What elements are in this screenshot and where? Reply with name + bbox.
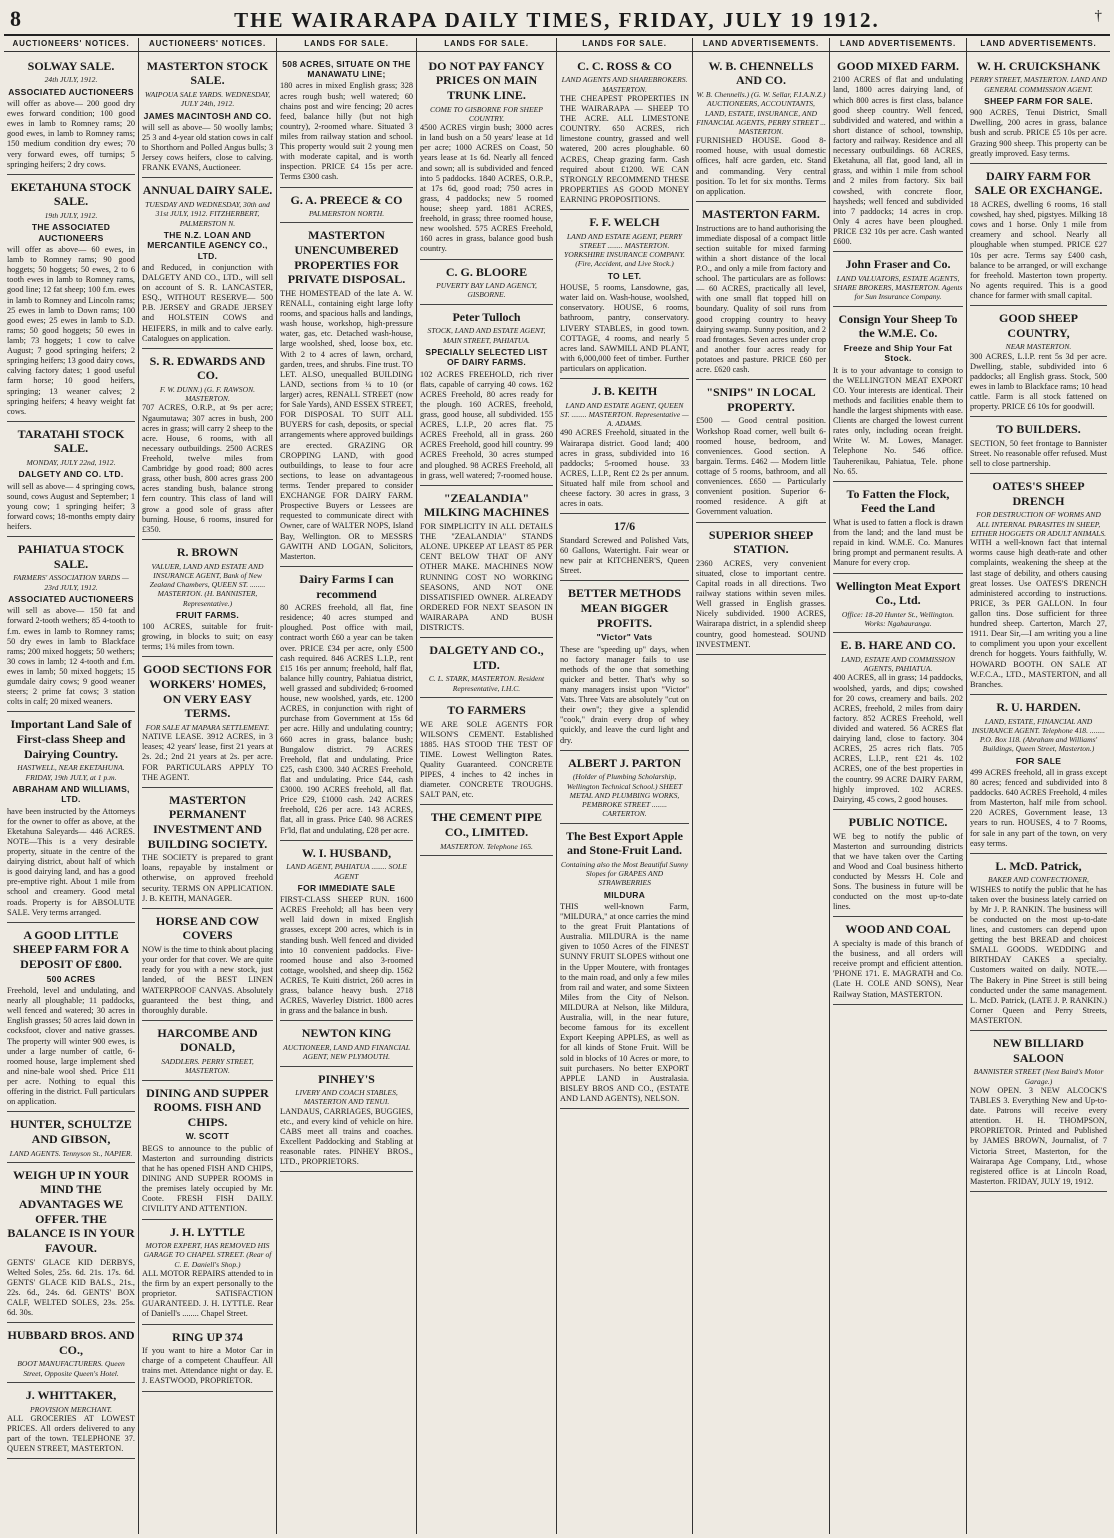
advertisement bbox=[142, 909, 273, 1021]
column-header: AUCTIONEERS' NOTICES. bbox=[4, 38, 138, 52]
ad-body: It is to your advantage to consign to the WELLINGTON MEAT EXPORT CO. Your interests are identical. Their methods and facilities enable them to handle the largest shipments with ease. Clients are charged the lowest current rates only, including ocean freight. Write W. M. Lowes, Manager. Telephone No. 546 office. Tauherenikau, Pahiatua, Tele. phone No. 65. bbox=[833, 365, 963, 476]
ad-subtitle: LAND AGENTS. Tennyson St., NAPIER. bbox=[9, 1148, 133, 1158]
ad-title: 17/6 bbox=[613, 519, 636, 534]
ad-subtitle: 19th JULY, 1912. bbox=[44, 211, 98, 220]
ad-title: Wellington Meat Export Co., Ltd. bbox=[835, 578, 961, 608]
ad-title: WOOD AND COAL bbox=[845, 922, 951, 937]
ad-title: DO NOT PAY FANCY PRICES ON MAIN TRUNK LINE. bbox=[428, 58, 545, 102]
newspaper-title: THE WAIRARAPA DAILY TIMES, FRIDAY, JULY 19 1912. bbox=[234, 8, 880, 32]
ad-title: C. G. BLOORE bbox=[445, 264, 528, 279]
ad-body: Freehold, level and undulating, and nearly all ploughable; 11 paddocks, well fenced and watered; 30 acres in English grasses; 50 acres laid down in cocksfoot, clover and native grasses. The property will winter 900 ewes, is under a large number of cattle, 6-roomed house, large implement shed and nine-bale wool shed. Price £11 per acre. Nothing to equal this offering in the district. Full particulars on application. bbox=[7, 985, 135, 1107]
ad-subtitle: STOCK, LAND AND ESTATE AGENT, MAIN STREET, PAHIATUA. bbox=[427, 326, 546, 345]
advertisement bbox=[560, 54, 689, 210]
ad-title: J. H. LYTTLE bbox=[170, 1224, 245, 1239]
advertisement bbox=[280, 223, 413, 566]
advertisement bbox=[833, 307, 963, 482]
ad-heading: Freeze and Ship Your Fat Stock. bbox=[843, 342, 953, 364]
ad-title: GOOD MIXED FARM. bbox=[836, 58, 960, 73]
advertisement bbox=[560, 581, 689, 750]
advertisement bbox=[7, 1323, 135, 1383]
ad-title: Consign Your Sheep To the W.M.E. Co. bbox=[838, 311, 958, 341]
ad-title: WEIGH UP IN YOUR MIND THE ADVANTAGES WE OFFER. THE BALANCE IS IN YOUR FAVOUR. bbox=[7, 1167, 135, 1255]
column-1 bbox=[4, 38, 139, 1534]
ad-title: DALGETY AND CO., LTD. bbox=[429, 643, 544, 672]
advertisement bbox=[7, 1383, 135, 1459]
ad-title: GOOD SHEEP COUNTRY, bbox=[998, 311, 1078, 340]
ad-title: F. F. WELCH bbox=[589, 215, 660, 230]
column-3 bbox=[277, 38, 417, 1534]
ad-title: J. WHITTAKER, bbox=[25, 1387, 117, 1402]
ad-title: Important Land Sale of First-class Sheep and Dairying Country. bbox=[10, 717, 132, 761]
ad-subtitle: FARMERS' ASSOCIATION YARDS — 23rd JULY, 1912. bbox=[13, 573, 129, 592]
ad-body: 100 ACRES, suitable for fruit-growing, in blocks to suit; on easy terms; 1¼ miles from town. bbox=[142, 622, 273, 652]
advertisement bbox=[696, 380, 826, 522]
ad-heading: FOR SALE bbox=[1015, 755, 1062, 766]
ad-title: W. I. HUSBAND, bbox=[301, 845, 392, 860]
advertisement bbox=[7, 175, 135, 422]
advertisement bbox=[970, 306, 1107, 417]
ad-title: HUBBARD BROS. AND CO., bbox=[7, 1328, 135, 1357]
column-header: LAND ADVERTISEMENTS. bbox=[830, 38, 966, 52]
ad-subtitle: 24th JULY, 1912. bbox=[44, 75, 98, 85]
column-2 bbox=[139, 38, 277, 1534]
ad-heading: JAMES MACINTOSH AND CO. bbox=[143, 110, 272, 121]
ad-body: will offer as above— 60 ewes, in lamb to Romney rams; 90 good hoggets; 50 hoggets; 50 ewes, 2 to 6 tooth ewes in lamb to Romney rams, good line; 12 fat sheep; 100 f.m. ewes in lamb to Romney and Lincoln rams; 25 ewes in lamb to Down rams; 100 good ewes; 25 ewes in lamb to S.D. rams; 50 good hoggets; 50 ewes in lamb; 73 hoggets; 1 cow to calve August; 7 good springing heifers; 2 springing heifers; 13 good dairy cows, calving factory dates; 1 good useful farm horse; 10 good heifers, springing; 13 weaner calves; 2 springing heifers; 4 heavy weight fat cows. bbox=[7, 244, 135, 416]
ad-body: A specialty is made of this branch of the business, and all orders will receive prompt and efficient attention. 'PHONE 171. E. MAGRATH and Co. (Late H. COLE AND SONS), Near Railway Station, MASTERTON. bbox=[833, 939, 963, 999]
page-number: 8 bbox=[10, 6, 21, 31]
ad-body: Instructions are to hand authorising the immediate disposal of a compact little section suitable for mixed farming within a short distance of the local P.O., and only a mile from factory and school. The particulars are as follows:— 60 ACRES, practically all level, with one small flat topped hill on boundary. Quality of soil runs from good cropping country to heavy dairying swamp. Sunny position, and 2 road frontages. Seven acres under crop and another four acres ready for potatoes and pasture. PRICE £60 per acre. £620 cash. bbox=[696, 223, 826, 375]
ad-heading: W. SCOTT bbox=[185, 1131, 230, 1142]
ad-subtitle: (Holder of Plumbing Scholarship, Wellington Technical School.) SHEET METAL AND PLUMBING WORKS, PEMBROKE STREET ........ CARTERTON. bbox=[566, 772, 683, 819]
column-5 bbox=[557, 38, 693, 1534]
ad-body: have been instructed by the Attorneys for the owner to offer as above, at the Eketahuna Saleyards— 446 ACRES. NOTE—This is a very desirable property, situate in the centre of the dairying district, about half of which is good dairying land, and has a good pre-emptive right. About 1 mile from school and creamery. Good metal roads. Property is for ABSOLUTE SALE. Very terms arranged. bbox=[7, 806, 135, 917]
ad-body: WE ARE SOLE AGENTS FOR WILSON'S CEMENT. Established 1885. HAS STOOD THE TEST OF TIME. Lowest Wellington Rates. Quality Guaranteed. CONCRETE PIPES, 4 inches to 42 inches in diameter. CONCRETE TROUGHS. SALT PAN, etc. bbox=[420, 719, 553, 800]
advertisement bbox=[7, 1163, 135, 1323]
advertisement bbox=[696, 54, 826, 202]
corner-mark: † bbox=[1094, 8, 1102, 24]
advertisement bbox=[970, 164, 1107, 306]
ad-title: ANNUAL DAIRY SALE. bbox=[142, 183, 273, 198]
ad-body: 2360 ACRES, very convenient situated, close to important centre. Capital roads in all directions. Two railway stations within seven miles. Well grassed in English grasses. Nicely subdivided. 1900 ACRES, Wairarapa district, in a splendid sheep country, good homestead. SOUND INVESTMENT. bbox=[696, 558, 826, 649]
ad-body: 490 ACRES Freehold, situated in the Wairarapa district. Good land; 400 acres in grass, subdivided into 16 paddocks; 5-roomed house. 33 ACRES, L.I.P., Rent £2 2s per annum. Situated half mile from school and cheese factory. 30 acres in grass, 3 acres in oats. bbox=[560, 428, 689, 509]
ad-body: 400 ACRES, all in grass; 14 paddocks, woolshed, yards, and dips; cowshed for 20 cows, creamery and bails. 202 ACRES, freehold, 2 miles from dairy factory. 852 ACRES Freehold, well divided and watered. 56 ACRES flat dairying land, close to factory. 304 ACRES, 25 acres rich flats. 705 ACRES, L.I.P., rent £21 4s. 102 ACRES, one of the best properties in the country. 99 ACRE DAIRY FARM, highly improved. 102 ACRES. Dairying, 45 cows, 2 good houses. bbox=[833, 673, 963, 804]
ad-heading: FOR IMMEDIATE SALE bbox=[297, 882, 396, 893]
ad-heading: "Victor" Vats bbox=[596, 632, 653, 643]
ad-body: Standard Screwed and Polished Vats, 60 Gallons, Watertight. Fair wear or new pair at KITCHENER'S, Queen Street. bbox=[560, 535, 689, 576]
ad-subtitle: LAND AND ESTATE AGENT, QUEEN ST. ........ MASTERTON. Representative — A. ADAMS. bbox=[560, 400, 689, 429]
ad-body: HOUSE, 5 rooms, Lansdowne, gas, water laid on. Wash-house, woolshed, conservatory. HOUSE, 6 rooms, bathroom, pantry, conservatory. LIVERY STABLES, in good town. COTTAGE, 4 rooms, and nearly 5 acres land. SAWMILL AND PLANT, with 6,000,000 feet of timber. Further particulars on application. bbox=[560, 283, 689, 373]
ad-title: NEW BILLIARD SALOON bbox=[993, 1036, 1084, 1065]
advertisement bbox=[970, 1031, 1107, 1192]
ad-body: 80 ACRES freehold, all flat, fine residence; 40 acres stumped and ploughed. Post office with mail, contract worth £60 a year can be taken over. PRICE £34 per acre, only £500 cash required. 846 ACRES L.I.P., rent £15 16s per annum; freehold, half flat, balance hilly country, Pahiatua district, well grassed and subdivided; 6-roomed house, new woolshed, yards, etc. 1200 ACRES, in conjunction with right of purchase from Government at 15s 6d per acre. Hilly and undulating country; 660 acres in grass, balance bush; Bungalow district. 79 ACRES Freehold, flat and undulating. Price £25, cash £300. 340 ACRES Freehold, flat and undulating. Price £44, cash £3000. 190 ACRES freehold, all flat. Price £29, £1000 cash. 242 ACRES freehold, £26 per acre. 143 ACRES, flat, all in grass. Price £40. 98 ACRES Fr'ld, flat and undulating, £28 per acre. bbox=[280, 603, 413, 835]
ad-subtitle: LAND AGENT, PAHIATUA ........ SOLE AGENT bbox=[286, 862, 407, 881]
ad-body: What is used to fatten a flock is drawn from the land; and the land must be repaid in kind. W.M.E. Co. Manures bring prompt and permanent results. A Manure for every crop. bbox=[833, 518, 963, 568]
advertisement bbox=[833, 917, 963, 1004]
ad-title: R. BROWN bbox=[176, 544, 239, 559]
ad-heading: 500 ACRES bbox=[46, 973, 96, 984]
ad-title: C. C. ROSS & CO bbox=[577, 58, 672, 73]
advertisement bbox=[142, 1081, 273, 1220]
ad-body: THIS well-known Farm, "MILDURA," at once carries the mind to the great Fruit Plantations of Australia. MILDURA is the name given to 1050 Acres of the FINEST SUNNY FRUIT SLOPES without one in the Upper Moutere, with frontages to the main road, and only a few miles from rail and water, and some Sixteen Miles from the City of Nelson. MILDURA at Nelson, like Mildura, Australia, will, in the near future, become famous for its excellent Export Keeping APPLES, as well as for all kinds of Stone Fruit. Will be sold in blocks of 10 Acres or more, to suit purchasers. No better EXPORT APPLE LAND in Australasia. BISLEY BROS AND CO., (ESTATE AND LAND AGENTS), NELSON. bbox=[560, 901, 689, 1103]
ad-subtitle: BAKER AND CONFECTIONER, bbox=[988, 875, 1089, 885]
column-header: AUCTIONEERS' NOTICES. bbox=[139, 38, 276, 52]
advertisement bbox=[7, 54, 135, 175]
ad-subtitle: MASTERTON. Telephone 165. bbox=[440, 841, 533, 851]
ad-subtitle: BANNISTER STREET (Next Baird's Motor Garage.) bbox=[973, 1067, 1104, 1086]
ad-title: "SNIPS" IN LOCAL PROPERTY. bbox=[706, 385, 816, 414]
advertisement bbox=[420, 305, 553, 486]
ad-title: S. R. EDWARDS AND CO. bbox=[149, 353, 266, 383]
ad-body: These are "speeding up" days, when no factory manager fails to use methods of the one that something quicker and better. That's why so many managers insist upon "Victor" Vats. Three Vats are absolutely "cut on their own"; they give a splendid "cook," drain every drop of whey quickly, and leave the curd light and dry. bbox=[560, 644, 689, 745]
ad-body: THE CHEAPEST PROPERTIES IN THE WAIRARAPA — SHEEP TO THE ACRE. ALL LIMESTONE COUNTRY. 650 ACRES, rich limestone country, grassed and well watered, 200 acres ploughable. 60 ACRES, Cheap grazing farm. Cash required about £1200. WE CAN STRONGLY RECOMMEND THESE PROPERTIES AS GOOD MONEY EARNING PROPOSITIONS. bbox=[560, 93, 689, 204]
advertisement bbox=[970, 695, 1107, 854]
ad-heading: THE ASSOCIATED AUCTIONEERS bbox=[31, 222, 111, 243]
ad-subtitle: FOR DESTRUCTION OF WORMS AND ALL INTERNAL PARASITES IN SHEEP, EITHER HOGGETS OR ADULT ANIMALS. bbox=[970, 510, 1107, 538]
ad-body: WISHES to notify the public that he has taken over the business lately carried on by Mr J. P. RANKIN. The business will be conducted on the most up-to-date lines, and customers can depend upon getting the best BREAD and choicest SMALL GOODS. WEDDING and BIRTHDAY CAKES a specialty. Customers waited on daily. NOTE.—The Bakery in Pine Street is still being conducted under the same management. L. McD. Patrick, (LATE J. P. RANKIN.) Corner Queen and Perry Streets, MASTERTON. bbox=[970, 884, 1107, 1026]
ad-subtitle: W. B. Chennells.) (G. W. Sellar, F.I.A.N.Z.) AUCTIONEERS, ACCOUNTANTS, LAND, ESTATE, INSURANCE, AND FINANCIAL AGENTS, PERRY STREET ... MASTERTON. bbox=[696, 90, 826, 136]
advertisement bbox=[560, 514, 689, 581]
ad-body: SECTION, 50 feet frontage to Bannister Street. No reasonable offer refused. Must sell to close partnership. bbox=[970, 438, 1107, 469]
advertisement bbox=[142, 1021, 273, 1081]
advertisement bbox=[833, 252, 963, 306]
advertisement bbox=[280, 1021, 413, 1066]
ad-subtitle: LAND AGENTS AND SHAREBROKERS. MASTERTON. bbox=[561, 75, 688, 94]
advertisement bbox=[280, 841, 413, 1022]
advertisement bbox=[142, 1220, 273, 1325]
ad-body: 2100 ACRES of flat and undulating land, 1800 acres dairying land, of which 800 acres is first class, balance good sheep country. Well fenced, subdivided and watered, and within a short distance of school, township, factory and railway. Residence and all necessary outbuildings. 68 ACRES, Eketahuna, all flat, good land, all in grass, and within 1 mile from school and 2 miles from factory. Six bail cowshed, with concrete floor, haysheds; well fenced and subdivided into 7 paddocks; 14 acres in crop. Only 4 acres have been ploughed. PRICE £32 10s per acre. Cash wanted £600. bbox=[833, 75, 963, 247]
column-7 bbox=[830, 38, 967, 1534]
ad-title: TARATAHI STOCK SALE. bbox=[17, 426, 125, 456]
ad-body: £500 — Good central position. Workshop Road corner, well built 6-roomed house, bedroom, and conveniences. Good section. A bargain. Terms. £462 — Modern little cottage of 5 rooms, bathroom, and all conveniences. £650 — Particularly convenient position. Superior 6-roomed residence. A gift at Government valuation. bbox=[696, 416, 826, 517]
ad-title: EKETAHUNA STOCK SALE. bbox=[10, 179, 132, 209]
ad-subtitle: PALMERSTON NORTH. bbox=[308, 209, 385, 219]
advertisement bbox=[280, 1067, 413, 1173]
ad-subtitle: HASTWELL, NEAR EKETAHUNA. FRIDAY, 19th JULY, at 1 p.m. bbox=[17, 763, 125, 782]
advertisement bbox=[833, 54, 963, 252]
ad-title: G. A. PREECE & CO bbox=[290, 192, 403, 207]
ad-title: To Fatten the Flock, Feed the Land bbox=[846, 486, 950, 516]
ad-title: L. McD. Patrick, bbox=[995, 858, 1082, 873]
ad-subtitle: COME TO GISBORNE FOR SHEEP COUNTRY. bbox=[430, 104, 543, 123]
advertisement bbox=[833, 574, 963, 634]
masthead bbox=[0, 6, 1114, 32]
ad-title: PINHEY'S bbox=[318, 1071, 375, 1086]
ad-body: 4500 ACRES virgin bush; 3000 acres in land bush on a 50 years' lease at 1d per acre; 1000 ACRES on Coast, 50 years lease at 1s 6d. Nearly all fenced and sown; all is subdivided and fenced into 5 paddocks. 1840 ACRES, O.R.P., at 17s 6d, good road; 750 acres in grass, 4 paddocks; new 5 roomed house; sheep yard. 1881 ACRES, freehold, in grass; three roomed house, new woolshed. 575 ACRES Freehold, 160 acres in grass, balance good bush country. bbox=[420, 123, 553, 254]
ad-subtitle: LAND VALUATORS, ESTATE AGENTS, SHARE BROKERS, MASTERTON. Agents for Sun Insurance Company. bbox=[833, 273, 963, 302]
ad-title: MASTERTON UNENCUMBERED PROPERTIES FOR PRIVATE DISPOSAL. bbox=[287, 228, 406, 287]
advertisement bbox=[280, 567, 413, 841]
advertisement bbox=[420, 486, 553, 638]
ad-heading: DALGETY AND CO. LTD. bbox=[18, 469, 124, 480]
ad-title: A GOOD LITTLE SHEEP FARM FOR A DEPOSIT OF £800. bbox=[12, 927, 130, 971]
ad-body: NATIVE LEASE. 3912 ACRES, in 3 leases; 42 years' lease, first 21 years at 2s. 2d.; 2nd 21 years at 2s. per acre. FOR PARTICULARS APPLY TO THE AGENT. bbox=[142, 732, 273, 782]
ad-body: WITH a well-known fact that internal worms cause high death-rate and other complaints, weakening the sheep at the last stage of debility, and others causing great losses. Use OATES'S DRENCH administered according to instructions. PRICE, 3s PER GALLON. In four gallon tins. Dose sufficient for three hundred sheep. Carterton, March 27, 1911. Dear Sir,—I am writing you a line to compliment you upon your excellent drench for hoggets. Yours faithfully, W. HOWARD BOOTH. ON SALE AT W.F.C.A., LTD., MASTERTON, and all Branches. bbox=[970, 538, 1107, 689]
advertisement bbox=[560, 751, 689, 824]
ad-subtitle: WAIPOUA SALE YARDS. WEDNESDAY, JULY 24th, 1912. bbox=[144, 90, 271, 109]
advertisement bbox=[970, 474, 1107, 695]
ad-subtitle: BOOT MANUFACTURERS. Queen Street, Opposite Queen's Hotel. bbox=[17, 1359, 125, 1378]
ad-body: will sell as above— 4 springing cows, sound, cows August and September; 1 young cow; 1 springing heifer; 3 forward cows; 18-months empty dairy heifers. bbox=[7, 481, 135, 532]
ad-subtitle: PERRY STREET, MASTERTON. LAND AND GENERAL COMMISSION AGENT. bbox=[970, 75, 1107, 94]
advertisement bbox=[833, 810, 963, 918]
ad-subtitle: TUESDAY AND WEDNESDAY, 30th and 31st JULY, 1912. FITZHERBERT, PALMERSTON N. bbox=[145, 200, 270, 228]
advertisement bbox=[833, 633, 963, 810]
ad-subtitle: MOTOR EXPERT, HAS REMOVED HIS GARAGE TO CHAPEL STREET. (Rear of C. E. Daniell's Shop.) bbox=[143, 1241, 272, 1269]
advertisement bbox=[420, 698, 553, 806]
ad-title: HARCOMBE AND DONALD, bbox=[157, 1025, 258, 1055]
ad-subtitle: Office: 18-20 Hunter St., Wellington. Works: Ngahauranga. bbox=[841, 609, 955, 629]
column-4 bbox=[417, 38, 557, 1534]
ad-subtitle: C. L. STARK, MASTERTON. Resident Representative, I.H.C. bbox=[428, 674, 545, 693]
column-header: LANDS FOR SALE. bbox=[557, 38, 692, 52]
advertisement bbox=[420, 260, 553, 305]
ad-subtitle: LAND, ESTATE, FINANCIAL AND INSURANCE AGENT. Telephone 418. ........ P.O. Box 118. (Abraham and Williams' Buildings, Queen Street, Masterton.) bbox=[971, 716, 1106, 754]
ad-heading: ABRAHAM AND WILLIAMS, LTD. bbox=[12, 783, 130, 805]
ad-title: J. B. KEITH bbox=[591, 384, 658, 399]
advertisement bbox=[142, 788, 273, 909]
ad-body: FURNISHED HOUSE. Good 8-roomed house, with usual domestic offices, half acre garden, etc. Stand and commanding. Very central position. To let for six months. Terms on application. bbox=[696, 136, 826, 196]
ad-body: GENTS' GLACE KID DERBYS, Welted Soles, 25s. 6d. 21s. 17s. 6d. GENTS' GLACE KID BALS., 21s., 22s. 6d., 24s. 6d. GENTS' BOX CALF, WELTED SOLES, 23s. 25s. 6d. 30s. bbox=[7, 1257, 135, 1318]
ad-body: WE beg to notify the public of Masterton and surrounding districts that we have taken over the Carting and Wood and Coal business hitherto conducted by Messrs H. Cole and Sons. The business in future will be conducted on the most up-to-date lines. bbox=[833, 831, 963, 912]
advertisement bbox=[420, 805, 553, 856]
advertisement bbox=[142, 178, 273, 348]
ad-subtitle: LIVERY AND COACH STABLES, MASTERTON AND TENUI. bbox=[295, 1088, 398, 1107]
advertisement bbox=[7, 422, 135, 537]
ad-body: and Reduced, in conjunction with DALGETY AND CO., LTD., will sell on account of S. R. LANCASTER, ESQ., WITHOUT RESERVE— 500 P.B. JERSEY and GRADE JERSEY and HOLSTEIN COWS and HEIFERS, in milk and to calve early. Catalogues on application. bbox=[142, 262, 273, 343]
ad-body: FIRST-CLASS SHEEP RUN. 1600 ACRES Freehold; all has been very well laid down in mixed English grasses, except 200 acres, which is in standing bush. Well fenced and divided into 10 convenient paddocks. Five-roomed house and also 3-roomed cottage, woolshed, and sheep dip. 1562 ACRES, Te Kuiti district, 260 acres in grass, balance heavy bush. 2718 ACRES, Waverley District. 1800 acres in grass and the balance in bush. bbox=[280, 895, 413, 1016]
ad-body: NOW OPEN. 3 NEW ALCOCK'S TABLES 3. Everything New and Up-to-date. Patrons will receive every attention. H. H. THOMPSON, PROPRIETOR. Printed and Published by JAMES BROWN, Journalist, of 7 Victoria Street, Masterton, for the Wairarapa Age Company, Ltd., whose registered office is at Lincoln Road, Masterton. FRIDAY, JULY 19, 1912. bbox=[970, 1085, 1107, 1186]
columns-container bbox=[4, 38, 1110, 1534]
ad-body: FOR SIMPLICITY IN ALL DETAILS THE "ZEALANDIA" STANDS ALONE. UPKEEP AT LEAST 85 PER CENT BELOW THAT OF ANY OTHER MAKE. MACHINES NOW RUNNING COST NO WORKING SEASONS, AND NOT ONE DISSATISFIED OWNER. ALREADY ORDERED FOR NEXT SEASON IN WAIRARAPA AND BUSH DISTRICTS. bbox=[420, 521, 553, 633]
ad-title: Dairy Farms I can recommend bbox=[299, 571, 394, 601]
ad-title: PAHIATUA STOCK SALE. bbox=[17, 542, 125, 571]
ad-title: W. H. CRUICKSHANK bbox=[976, 58, 1101, 73]
ad-title: BETTER METHODS MEAN BIGGER PROFITS. bbox=[567, 586, 682, 630]
advertisement bbox=[560, 824, 689, 1110]
advertisement bbox=[696, 523, 826, 655]
ad-title: ALBERT J. PARTON bbox=[568, 755, 681, 770]
ad-subtitle: VALUER, LAND AND ESTATE AND INSURANCE AGENT, Bank of New Zealand Chambers, QUEEN ST. ........ MASTERTON. (H. BANNISTER, Representative.) bbox=[149, 561, 266, 608]
ad-title: E. B. HARE AND CO. bbox=[840, 638, 956, 653]
advertisement bbox=[560, 379, 689, 514]
ad-title: DAIRY FARM FOR SALE OR EXCHANGE. bbox=[974, 168, 1103, 198]
ad-body: will sell as above— 150 fat and forward 2-tooth wethers; 85 4-tooth to f.m. ewes in lamb to Romney rams; 50 dry ewes in lamb to Blackface rams; 200 mixed hoggets; 50 wethers; 30 cows in lamb; 12 4-tooth and f.m. ewes in lamb; 50 mixed hoggets; 15 gumdale dairy cows; 9 good weaner steers; 2 prime fat cows; 3 station colts in calf; 20 mixed weaners. bbox=[7, 606, 135, 707]
ad-subtitle: MONDAY, JULY 22nd, 1912. bbox=[26, 458, 116, 468]
ad-title: RING UP 374 bbox=[172, 1329, 243, 1344]
advertisement bbox=[970, 854, 1107, 1031]
advertisement bbox=[7, 923, 135, 1113]
column-header: LAND ADVERTISEMENTS. bbox=[967, 38, 1110, 52]
advertisement bbox=[696, 202, 826, 380]
advertisement bbox=[142, 657, 273, 787]
ad-title: TO FARMERS bbox=[447, 702, 526, 717]
ad-subtitle: SADDLERS. PERRY STREET, MASTERTON. bbox=[161, 1057, 254, 1076]
ad-heading: ASSOCIATED AUCTIONEERS bbox=[8, 593, 134, 604]
ad-subtitle: LAND, ESTATE AND COMMISSION AGENTS, PAHIATUA. bbox=[841, 654, 955, 674]
ad-body: THE HOMESTEAD of the late A. W. RENALL, containing eight large lofty rooms, and spacious halls and landings, wash house, workshop, high-pressure water, gas, etc. Detached wash-house, large woolshed, shed, loose box, etc. With 2 to 4 acres of lawn, orchard, garden, trees, and shrubs. Fine trust. TO LET. ALSO, unequalled BUILDING LAND, sections from ¼ to 10 (or larger) acres, RENALL STREET (now for Sale Yards), AND ESSEX STREET, FOR DISPOSAL TO SUIT ALL BUYERS for cash, deposits, or special arrangements where approved buildings are erected. GRAZING OR CROPPING LAND, with good outbuildings, to lease to four acre sections, to lease on advantageous terms. Tender prepared to consider EXCHANGE FOR DAIRY FARM. Prospective Buyers or Lessees are requested to communicate direct with Owner, care of WALTER NOPS, Island Bay, Wellington. OR to MESSRS GAWITH AND LOGAN, Solicitors, Masterton. bbox=[280, 288, 413, 561]
ad-subtitle: NEAR MASTERTON. bbox=[1005, 342, 1072, 352]
ad-title: PUBLIC NOTICE. bbox=[848, 814, 948, 829]
ad-heading: MILDURA bbox=[603, 889, 646, 900]
ad-body: 499 ACRES freehold, all in grass except 80 acres; fenced and subdivided into 8 paddocks. 640 ACRES Freehold, 4 miles from Masterton, half mile from school. 220 ACRES, Government lease, 13 years to run. HOUSES, 4 to 7 Rooms, for sale in any part of the town, on very easy terms. bbox=[970, 767, 1107, 848]
advertisement bbox=[142, 1325, 273, 1392]
ad-title: NEWTON KING bbox=[301, 1026, 392, 1041]
ad-body: 300 ACRES, L.I.P. rent 5s 3d per acre. Dwelling, stable, subdivided into 6 paddocks; all English grass. Stock, 500 ewes in lamb to Blackface rams; 10 head cattle. Farm is all stock fattened on property. PRICE £6 10s for goodwill. bbox=[970, 351, 1107, 412]
advertisement bbox=[280, 188, 413, 224]
ad-body: If you want to hire a Motor Car in charge of a competent Chauffeur. All trains met. Attendance night or day. E. J. EASTWOOD, PROPRIETOR. bbox=[142, 1346, 273, 1386]
ad-body: 18 ACRES, dwelling 6 rooms, 16 stall cowshed, hay shed, pigstyes. Milking 18 cows and 1 horse. Only 1 mile from creamery and school. Nearly all ploughable when stumped. PRICE £27 10s per acre. Terms say £400 cash, balance to be arranged, or will exchange for freehold. Masterton town property. No agents required. This is a good chance for farmer with small capital. bbox=[970, 200, 1107, 301]
ad-body: 900 ACRES, Tenui District, Small Dwelling, 200 acres in grass, balance bush and scrub. PRICE £5 10s per acre. Grazing 900 sheep. This property can be greatly improved. Easy terms. bbox=[970, 108, 1107, 158]
ad-subtitle: F. W. DUNN.) (G. F. RAWSON. MASTERTON. bbox=[159, 384, 256, 404]
ad-title: SOLWAY SALE. bbox=[27, 58, 115, 73]
ad-title: GOOD SECTIONS FOR WORKERS' HOMES, ON VERY EASY TERMS. bbox=[143, 662, 272, 721]
ad-body: LANDAUS, CARRIAGES, BUGGIES, etc., and every kind of vehicle on hire. CABS meet all trains and coaches. Excellent Paddocking and Stabling at reasonable rates. PINHEY BROS., LTD., PROPRIETORS. bbox=[280, 1106, 413, 1167]
ad-subtitle: FOR SALE AT MAPARA SETTLEMENT. bbox=[145, 722, 270, 732]
ad-subtitle: Containing also the Most Beautiful Sunny Slopes for GRAPES AND STRAWBERRIES bbox=[560, 859, 689, 888]
ad-body: 180 acres in mixed English grass; 328 acres rough bush; well watered; 60 chains post and wire fencing; 20 acres feed, balance hilly (but not high country), 2-roomed whare. Situated 3 miles from railway station and school. This property would suit 2 young men with moderate capital, and is worth inspection. PRICE £4 15s per acre. Terms £300 cash. bbox=[280, 81, 413, 182]
ad-heading: ASSOCIATED AUCTIONEERS bbox=[8, 86, 134, 97]
column-header: LANDS FOR SALE. bbox=[277, 38, 416, 52]
ad-title: TO BUILDERS. bbox=[996, 422, 1081, 437]
ad-title: THE CEMENT PIPE CO., LIMITED. bbox=[430, 810, 543, 840]
ad-title: HORSE AND COW COVERS bbox=[155, 913, 260, 943]
column-header: LANDS FOR SALE. bbox=[417, 38, 556, 52]
advertisement bbox=[142, 349, 273, 540]
ad-body: ALL MOTOR REPAIRS attended to in the firm by an expert personally to the proprietor. SATISFACTION GUARANTEED. J. H. LYTTLE. Rear of Daniell's ........ Chapel Street. bbox=[142, 1268, 273, 1319]
ad-heading: FRUIT FARMS. bbox=[175, 609, 240, 620]
ad-body: BEGS to announce to the public of Masterton and surrounding districts that he has opened FISH AND CHIPS, DINING AND SUPPER ROOMS in the premises lately occupied by Mr. Coote. FRESH FISH DAILY. CIVILITY AND ATTENTION. bbox=[142, 1143, 273, 1214]
ad-heading: TO LET. bbox=[607, 270, 642, 281]
advertisement bbox=[7, 1112, 135, 1163]
ad-heading: THE N.Z. LOAN AND MERCANTILE AGENCY CO., LTD. bbox=[147, 229, 268, 261]
ad-heading: SPECIALLY SELECTED LIST OF DAIRY FARMS. bbox=[425, 346, 548, 368]
ad-title: DINING AND SUPPER ROOMS. FISH AND CHIPS. bbox=[146, 1085, 269, 1129]
ad-heading: SHEEP FARM FOR SALE. bbox=[984, 95, 1093, 106]
ad-title: "ZEALANDIA" MILKING MACHINES bbox=[423, 490, 549, 520]
advertisement bbox=[7, 537, 135, 712]
ad-body: ALL GROCERIES AT LOWEST PRICES. All orders delivered to any part of the town. TELEPHONE 37. QUEEN STREET, MASTERTON. bbox=[7, 1413, 135, 1454]
ad-body: NOW is the time to think about placing your order for that cover. We are quite ready for you with a new stock, just landed, of the BEST LINEN WATERPROOF CANVAS. Absolutely guaranteed the best thing, and thoroughly durable. bbox=[142, 945, 273, 1015]
advertisement bbox=[420, 54, 553, 260]
ad-subtitle: LAND AND ESTATE AGENT, PERRY STREET ........ MASTERTON. YORKSHIRE INSURANCE COMPANY. (Fire, Accident, and Live Stock.) bbox=[564, 231, 685, 269]
column-6 bbox=[693, 38, 830, 1534]
ad-title: The Best Export Apple and Stone-Fruit Land. bbox=[565, 828, 683, 858]
ad-title: SUPERIOR SHEEP STATION. bbox=[708, 527, 814, 557]
masthead-rule bbox=[4, 34, 1110, 36]
ad-title: R. U. HARDEN. bbox=[996, 699, 1081, 714]
ad-heading: 508 ACRES, SITUATE ON THE MANAWATU LINE; bbox=[282, 58, 411, 80]
advertisement bbox=[142, 54, 273, 179]
ad-body: 102 ACRES FREEHOLD, rich river flats, capable of carrying 40 cows. 162 ACRES Freehold, 80 acres ready for the plough. 160 ACRES, freehold, grass, good house, all subdivided. 155 ACRES, L.I.P., 20 acres flat. 75 ACRES Freehold, all in grass. 260 ACRES Freehold, good hill country. 99 ACRES Freehold, 30 acres stumped and ploughed. 98 ACRES Freehold, all in grass, well watered; 7-roomed house. bbox=[420, 369, 553, 480]
ad-subtitle: PROVISION MERCHANT. bbox=[29, 1404, 113, 1414]
ad-body: THE SOCIETY is prepared to grant loans, repayable by instalment or otherwise, on approved freehold security. TERMS ON APPLICATION. J. B. KEITH, MANAGER. bbox=[142, 853, 273, 903]
column-header: LAND ADVERTISEMENTS. bbox=[693, 38, 829, 52]
ad-title: MASTERTON STOCK SALE. bbox=[146, 58, 269, 88]
ad-title: HUNTER, SCHULTZE AND GIBSON, bbox=[10, 1117, 132, 1146]
ad-title: W. B. CHENNELLS AND CO. bbox=[708, 58, 814, 88]
advertisement bbox=[970, 417, 1107, 474]
advertisement bbox=[560, 210, 689, 379]
ad-body: will offer as above— 200 good dry ewes forward condition; 100 good ewes in lamb to Romney rams; 20 good ewes, in lamb to Romney rams; 150 medium condition dry ewes; 70 very forward ewes, off turnips; 5 springing heifers; 2 dry cows. bbox=[7, 98, 135, 169]
ad-body: 707 ACRES, O.R.P., at 9s per acre; Ngaumutawa; 307 acres in bush, 200 acres in grass; will carry 2 sheep to the acre. House, 6 rooms, with all necessary outbuildings. 2500 ACRES Freehold, twelve miles from Cambridge by good road; 800 acres grass, other bush, 800 acres grass 200 acres standing bush, balance strong fern country. This class of land will grow a good sole of grass after burning. House, 6 rooms, insured for £350. bbox=[142, 403, 273, 534]
advertisement bbox=[833, 482, 963, 574]
advertisement bbox=[970, 54, 1107, 164]
column-8 bbox=[967, 38, 1110, 1534]
advertisement bbox=[7, 712, 135, 922]
ad-title: OATES'S SHEEP DRENCH bbox=[992, 479, 1085, 508]
ad-subtitle: PUVERTY BAY LAND AGENCY, GISBORNE. bbox=[436, 281, 537, 300]
advertisement bbox=[420, 638, 553, 698]
ad-title: MASTERTON FARM. bbox=[702, 206, 820, 221]
advertisement bbox=[280, 54, 413, 188]
advertisement bbox=[142, 540, 273, 658]
ad-body: will sell as above— 50 woolly lambs; 25 3 and 4-year old station cows in calf to Shorthorn and Polled Angus bulls; 3 Jersey cows heifers, close to calving. FRANK EVANS, Auctioneer. bbox=[142, 122, 273, 173]
ad-title: MASTERTON PERMANENT INVESTMENT AND BUILDING SOCIETY. bbox=[147, 792, 268, 851]
ad-title: John Fraser and Co. bbox=[845, 257, 951, 272]
ad-subtitle: AUCTIONEER, LAND AND FINANCIAL AGENT, NEW PLYMOUTH. bbox=[283, 1043, 410, 1062]
ad-title: Peter Tulloch bbox=[452, 309, 521, 324]
